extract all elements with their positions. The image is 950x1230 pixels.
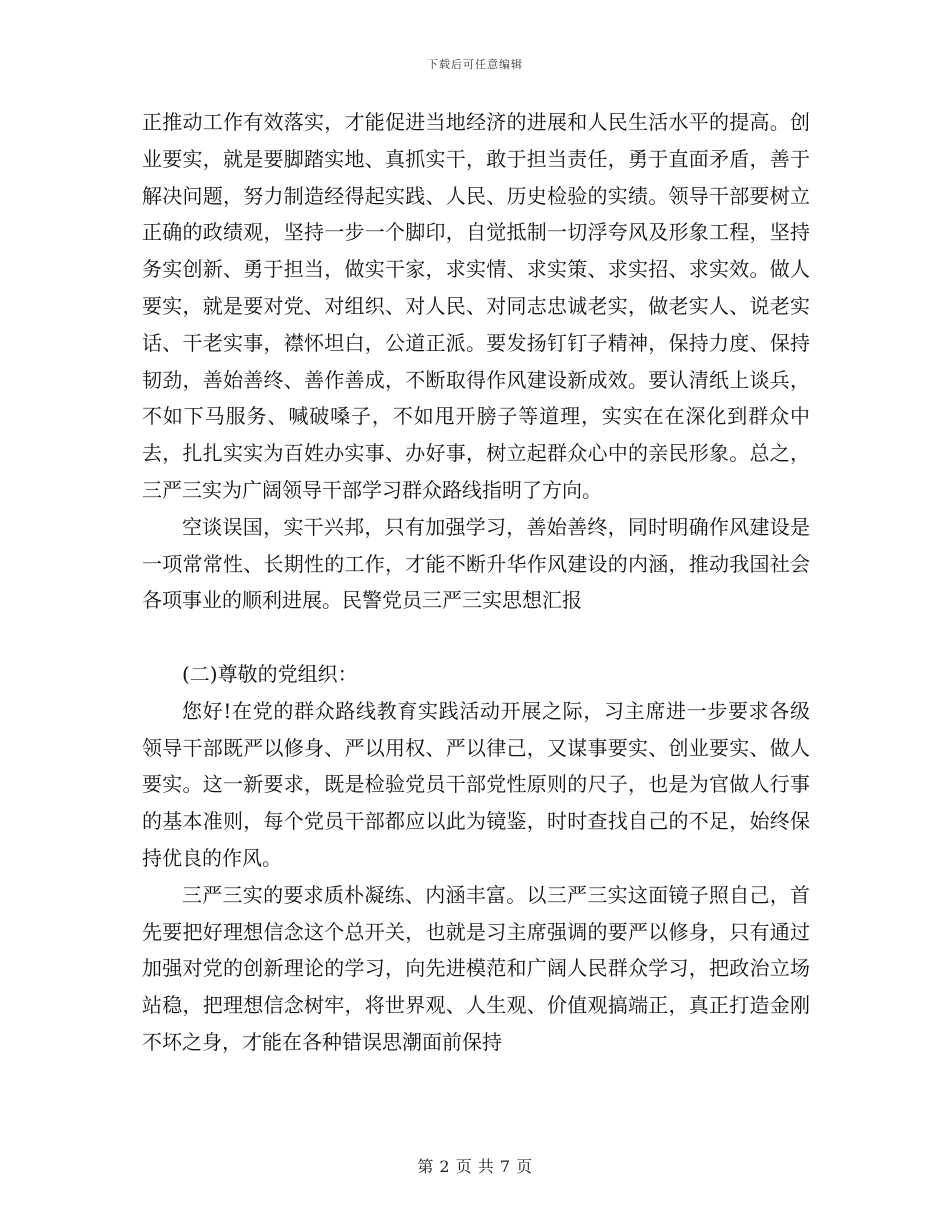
document-body — [142, 104, 810, 1061]
page-number-footer: 第 2 页 共 7 页 — [417, 1157, 533, 1176]
paragraph-conclusion: 空谈误国，实干兴邦，只有加强学习，善始善终，同时明确作风建设是一项常常性、长期性的工作，才能不断升华作风建设的内涵，推动我国社会各项事业的顺利进展。民警党员三严三实思想汇报 — [142, 514, 810, 613]
page-header: 下载后可任意编辑 — [427, 58, 523, 71]
letter-salutation: (二)尊敬的党组织： — [182, 661, 358, 686]
paragraph-three-stricts: 三严三实的要求质朴凝练、内涵丰富。以三严三实这面镜子照自己，首先要把好理想信念这个总开关，也就是习主席强调的要严以修身，只有通过加强对党的创新理论的学习，向先进模范和广阔人民群众学习，把政治立场站稳，把理想信念树牢，将世界观、人生观、价值观搞端正，真正打造金刚不坏之身，才能在各种错误思潮面前保持 — [142, 882, 810, 1054]
paragraph-gap — [142, 619, 810, 656]
paragraph-greeting: 您好!在党的群众路线教育实践活动开展之际，习主席进一步要求各级领导干部既严以修身、严以用权、严以律己，又谋事要实、创业要实、做人要实。这一新要求，既是检验党员干部党性原则的尺子，也是为官做人行事的基本准则，每个党员干部都应以此为镜鉴，时时查找自己的不足，始终保持优良的作风。 — [142, 698, 810, 870]
paragraph-continuation: 正推动工作有效落实，才能促进当地经济的进展和人民生活水平的提高。创业要实，就是要脚踏实地、真抓实干，敢于担当责任，勇于直面矛盾，善于解决问题，努力制造经得起实践、人民、历史检验的实绩。领导干部要树立正确的政绩观，坚持一步一个脚印，自觉抵制一切浮夸风及形象工程，坚持务实创新、勇于担当，做实干家，求实情、求实策、求实招、求实效。做人要实，就是要对党、对组织、对人民、对同志忠诚老实，做老实人、说老实话、干老实事，襟怀坦白，公道正派。要发扬钉钉子精神，保持力度、保持韧劲，善始善终、善作善成，不断取得作风建设新成效。要认清纸上谈兵，不如下马服务、喊破嗓子，不如甩开膀子等道理，实实在在深化到群众中去，扎扎实实为百姓办实事、办好事，树立起群众心中的亲民形象。总之，三严三实为广阔领导干部学习群众路线指明了方向。 — [142, 110, 810, 502]
